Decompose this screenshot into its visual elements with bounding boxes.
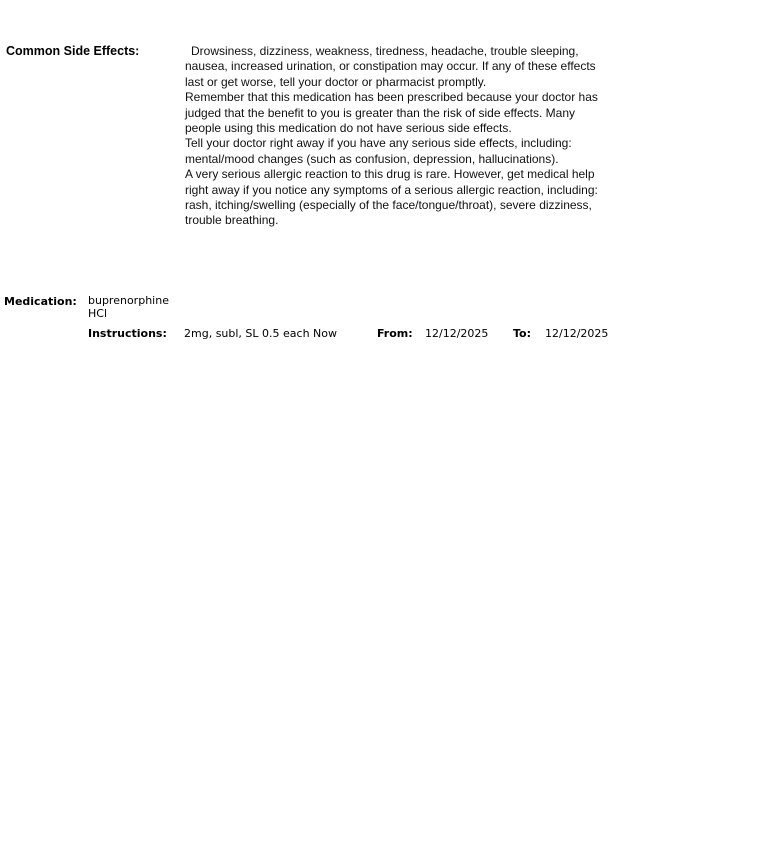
side-effects-label: Common Side Effects: (6, 44, 140, 58)
instructions-label: Instructions: (88, 327, 167, 340)
from-label: From: (377, 327, 413, 340)
side-effects-paragraph-2: Remember that this medication has been prescribed because your doctor has judged that the benefit to you is greater than the risk of side effects. Many people using this medication do not have serious side effects. (185, 90, 598, 136)
side-effects-text (185, 44, 610, 229)
from-date: 12/12/2025 (425, 327, 489, 340)
side-effects-paragraph-3: Tell your doctor right away if you have any serious side effects, including: mental/mood changes (such as confusion, depression, hallucinations). (185, 136, 572, 166)
side-effects-paragraph-1: Drowsiness, dizziness, weakness, tiredness, headache, trouble sleeping, nausea, increased urination, or constipation may occur. If any of these effects last or get worse, tell your doctor or pharmacist promptly. (185, 44, 596, 89)
side-effects-paragraph-4: A very serious allergic reaction to this drug is rare. However, get medical help right away if you notice any symptoms of a serious allergic reaction, including: rash, itching/swelling (especially of the face/tongue/throat), severe dizziness, trouble breathing. (185, 167, 598, 228)
medication-label: Medication: (4, 295, 77, 308)
to-label: To: (513, 327, 531, 340)
to-date: 12/12/2025 (545, 327, 609, 340)
medication-name: buprenorphine HCl (88, 294, 169, 320)
instructions-value: 2mg, subl, SL 0.5 each Now (184, 327, 338, 340)
